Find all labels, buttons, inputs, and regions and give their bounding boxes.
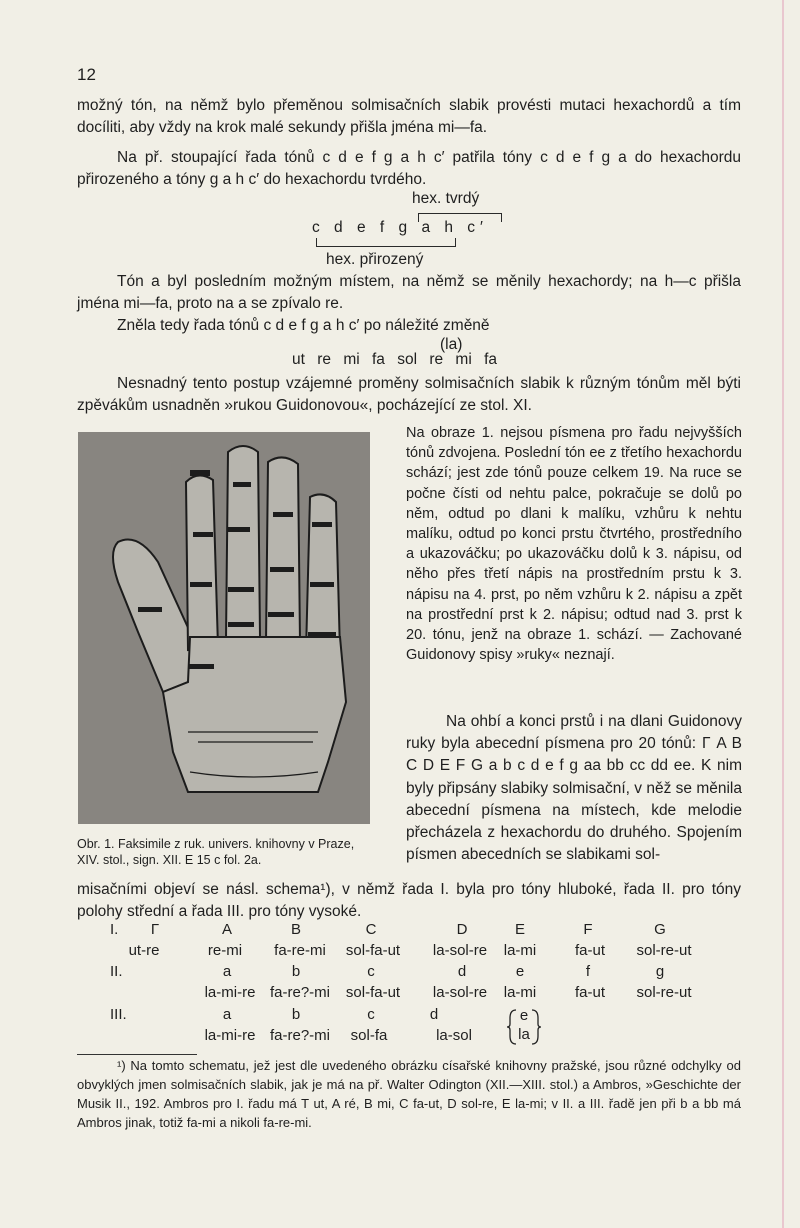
- footnote: ¹) Na tomto schematu, jež jest dle uvedeného obrázku císařské knihovny pražské, jsou různé odchylky od obvyklých jmen solmisačních slabik, jak je má na př. Walter Odington (XII.—XIII. stol.) a Ambros, »Geschichte der Musik II., 192. Ambros pro I. řadu má T ut, A ré, B mi, C fa-ut, D sol-re, E la-mi; v II. a III. řadě jen při b a bb má Ambros jinak, totiž fa-mi a nikoli fa-re-mi.: [77, 1058, 741, 1130]
- schema-letter: d: [457, 963, 467, 980]
- page-number: 12: [77, 65, 96, 84]
- schema-syllable: la-sol: [436, 1027, 472, 1044]
- syllables-line: ut re mi fa sol re mi fa: [292, 351, 498, 368]
- paragraph-1: možný tón, na němž bylo přeměnou solmisačních slabik provésti mutaci hexachordů a tím docíliti, aby vždy na krok malé sekundy přišla jména mi—fa.: [77, 97, 741, 136]
- schema-syllable: sol-re-ut: [636, 942, 692, 959]
- schema-letter: A: [221, 921, 233, 938]
- hex-prirozeny-label: hex. přirozený: [326, 251, 424, 268]
- schema-letter: D: [456, 921, 468, 938]
- schema-letter: c: [367, 963, 375, 980]
- figure-caption: Obr. 1. Faksimile z ruk. univers. knihovny v Praze, XIV. stol., sign. XII. E 15 c fol. 2a.: [77, 837, 355, 867]
- schema-letter: e: [515, 963, 525, 980]
- schema-letter: G: [654, 921, 666, 938]
- schema-syllable: la-mi-re: [204, 984, 256, 1001]
- schema-syllable: fa-re-mi: [274, 942, 326, 959]
- schema-letter: b: [291, 1006, 301, 1023]
- brace-e-la: [506, 1008, 542, 1046]
- hand-drawing: [78, 432, 370, 824]
- row-label-2: II.: [110, 963, 123, 980]
- schema-syllable: ut-re: [128, 942, 160, 959]
- schema-syllable: sol-fa: [350, 1027, 388, 1044]
- paragraph-4: Zněla tedy řada tónů c d e f g a h c′ po náležité změně: [117, 317, 490, 334]
- paragraph-2: Na př. stoupající řada tónů c d e f g a h c′ patřila tóny c d e f g a do hexachordu přirozeného a tóny g a h c′ do hexachordu tvrdého.: [77, 149, 741, 188]
- paragraph-6: misačními objeví se násl. schema¹), v němž řada I. byla pro tóny hluboké, řada II. pro tóny polohy střední a řada III. pro tóny vysoké.: [77, 881, 741, 920]
- row-label-1: I.: [110, 921, 119, 938]
- schema-syllable: la-mi-re: [204, 1027, 256, 1044]
- column-paragraph-1: Na obraze 1. nejsou písmena pro řadu nejvyšších tónů zdvojena. Poslední tón ee z třetího hexachordu schází; jest zde tónů pouze celkem 19. Na ruce se počne čísti od nehtu palce, pokračuje se dolů po něm, odtud po dlani k malíku, vzhůru k nehtu malíku, odtud po konci prstu čtvrtého, prostředního a ukazováčku; po ukazováčku dolů k 3. nápisu, od něho přes třetí nápis na prostředním prstu k 3. nápisu na 4. prst, po něm vzhůru k 2. nápisu a zpět na prostřední prst k 2. nápisu; odtud nad 3. prst k 20. tónu, jenž na obraze 1. schází. — Zachované Guidonovy spisy »ruky« neznají.: [406, 425, 742, 664]
- schema-syllable: la-mi: [503, 984, 537, 1001]
- schema-syllable: fa-re?-mi: [269, 1027, 331, 1044]
- schema-syllable: la: [518, 1026, 530, 1043]
- scale-notes: c d e f g a h c′: [312, 219, 488, 236]
- schema-letter: f: [585, 963, 591, 980]
- schema-letter: Γ: [150, 921, 160, 938]
- guidonian-hand-figure: [78, 432, 370, 824]
- paragraph-5: Nesnadný tento postup vzájemné proměny solmisačních slabik k různým tónům měl býti zpěvákům usnadněn »rukou Guidonovou«, pocházející ze stol. XI.: [77, 375, 741, 414]
- la-paren: (la): [440, 336, 463, 353]
- schema-letter: c: [367, 1006, 375, 1023]
- schema-syllable: fa-ut: [574, 984, 606, 1001]
- schema-syllable: sol-re-ut: [636, 984, 692, 1001]
- schema-syllable: sol-fa-ut: [345, 984, 401, 1001]
- schema-letter: b: [291, 963, 301, 980]
- schema-syllable: la-mi: [503, 942, 537, 959]
- bracket-natural: [316, 238, 456, 247]
- schema-letter: e: [519, 1007, 529, 1024]
- schema-syllable: la-sol-re: [432, 984, 488, 1001]
- schema-syllable: sol-fa-ut: [345, 942, 401, 959]
- schema-letter: F: [583, 921, 593, 938]
- paragraph-3: Tón a byl posledním možným místem, na němž se měnily hexachordy; na h—c přišla jména mi—fa, proto na a se zpívalo re.: [77, 273, 741, 312]
- schema-letter: B: [290, 921, 302, 938]
- schema-letter: C: [365, 921, 377, 938]
- schema-letter: d: [429, 1006, 439, 1023]
- column-paragraph-2: Na ohbí a konci prstů i na dlani Guidonovy ruky byla abecední písmena pro 20 tónů: Γ A B C D E F G a b c d e f g aa bb cc dd ee. K nim byly připsány slabiky solmisační, v něž se měnila abecední písmena na místech, kde melodie přecházela z hexachordu do druhého. Spojením písmen abecedních se slabikami sol-: [406, 713, 742, 864]
- schema-syllable: fa-ut: [574, 942, 606, 959]
- schema-letter: a: [222, 963, 232, 980]
- schema-letter: a: [222, 1006, 232, 1023]
- hex-tvrdy-label: hex. tvrdý: [412, 190, 480, 207]
- schema-syllable: re-mi: [207, 942, 243, 959]
- page-edge-line: [782, 0, 784, 1228]
- schema-letter: E: [514, 921, 526, 938]
- row-label-3: III.: [110, 1006, 127, 1023]
- schema-letter: g: [655, 963, 665, 980]
- schema-syllable: fa-re?-mi: [269, 984, 331, 1001]
- schema-syllable: la-sol-re: [432, 942, 488, 959]
- footnote-rule: [77, 1054, 197, 1055]
